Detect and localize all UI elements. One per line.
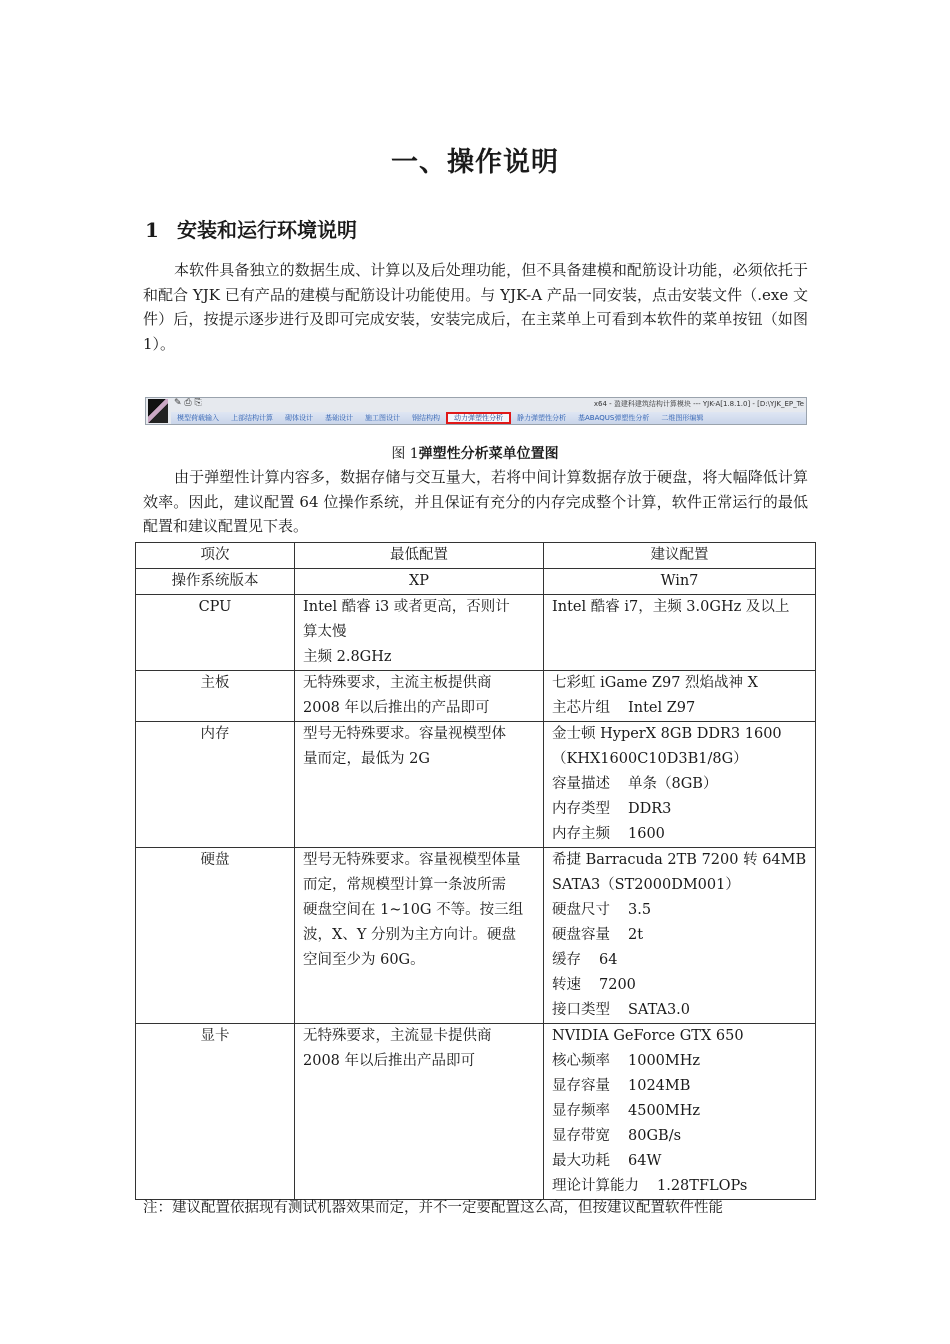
section-number: 1 xyxy=(145,218,159,242)
table-note: 注：建议配置依据现有测试机器效果而定，并不一定要配置这么高，但按建议配置软件性能 xyxy=(143,1200,723,1216)
table-row-board xyxy=(136,671,816,722)
spec-label: 显存容量 xyxy=(552,1078,610,1094)
cell-line: 算太慢 xyxy=(303,624,347,640)
menu-screenshot xyxy=(145,397,807,425)
spec-label: 内存主频 xyxy=(552,826,610,842)
spec-line xyxy=(552,747,807,772)
spec-line xyxy=(552,1124,807,1149)
rec-config xyxy=(544,671,816,722)
min-config: XP xyxy=(295,569,544,595)
spec-value: 单条（8GB） xyxy=(628,776,718,792)
spec-line xyxy=(552,898,807,923)
table-header-row xyxy=(136,543,816,569)
spec-line xyxy=(552,948,807,973)
caption-prefix: 图 1 xyxy=(391,446,419,462)
spec-label: 转速 xyxy=(552,977,581,993)
spec-value: 1.28TFLOPs xyxy=(657,1178,748,1194)
min-config xyxy=(295,1024,544,1200)
header-item: 项次 xyxy=(136,543,295,569)
caption-text: 弹塑性分析菜单位置图 xyxy=(418,446,559,462)
config-paragraph: 由于弹塑性计算内容多，数据存储与交互量大，若将中间计算数据存放于硬盘，将大幅降低计算效率。因此，建议配置 64 位操作系统，并且保证有充分的内存完成整个计算，软件正常运行的最低配置和建议配置见下表。 xyxy=(143,468,808,535)
spec-label: 硬盘容量 xyxy=(552,927,610,943)
cell-line: 2008 年以后推出的产品即可 xyxy=(303,700,490,716)
rec-config xyxy=(544,595,816,671)
spec-line xyxy=(552,1049,807,1074)
menu-item[interactable]: 施工图设计 xyxy=(365,414,400,422)
min-config xyxy=(295,671,544,722)
spec-value: 2t xyxy=(628,927,644,943)
rec-config xyxy=(544,1024,816,1200)
rec-config xyxy=(544,848,816,1024)
row-label: 显卡 xyxy=(136,1024,295,1200)
header-min: 最低配置 xyxy=(295,543,544,569)
spec-value: 64 xyxy=(599,952,618,968)
cell-line: 空间至少为 60G。 xyxy=(303,952,425,968)
section-heading xyxy=(145,214,357,243)
spec-line xyxy=(552,822,807,847)
table-row-os xyxy=(136,569,816,595)
spec-label: （KHX1600C10D3B1/8G） xyxy=(552,751,748,767)
cell-line: 型号无特殊要求。容量视模型体量 xyxy=(303,852,521,868)
menu-item[interactable]: 基础设计 xyxy=(325,414,353,422)
spec-value: 80GB/s xyxy=(628,1128,682,1144)
app-logo-icon xyxy=(148,399,168,423)
spec-line xyxy=(552,1149,807,1174)
row-label: CPU xyxy=(136,595,295,671)
spec-line xyxy=(552,1074,807,1099)
header-rec: 建议配置 xyxy=(544,543,816,569)
cell-line: 无特殊要求，主流显卡提供商 xyxy=(303,1028,492,1044)
row-label: 硬盘 xyxy=(136,848,295,1024)
spec-label: NVIDIA GeForce GTX 650 xyxy=(552,1028,744,1044)
section-title: 安装和运行环境说明 xyxy=(177,218,357,242)
spec-value: 7200 xyxy=(599,977,636,993)
spec-label: 接口类型 xyxy=(552,1002,610,1018)
spec-line xyxy=(552,848,807,873)
min-config xyxy=(295,722,544,848)
menu-bar xyxy=(171,412,806,424)
window-title: x64 - 盈建科建筑结构计算模块 --- YJK-A[1.8.1.0] - [D:\YJK_EP_Te xyxy=(593,400,804,408)
cell-line: 无特殊要求，主流主板提供商 xyxy=(303,675,492,691)
spec-label: 主芯片组 xyxy=(552,700,610,716)
page-title: 一、操作说明 xyxy=(391,147,559,178)
row-label: 主板 xyxy=(136,671,295,722)
cell-line: 2008 年以后推出产品即可 xyxy=(303,1053,476,1069)
spec-value: 1024MB xyxy=(628,1078,691,1094)
rec-config xyxy=(544,722,816,848)
row-label: 内存 xyxy=(136,722,295,848)
spec-value: 64W xyxy=(628,1153,662,1169)
min-config xyxy=(295,595,544,671)
spec-line xyxy=(552,998,807,1023)
menu-item[interactable]: 静力弹塑性分析 xyxy=(517,414,566,422)
spec-value: 4500MHz xyxy=(628,1103,701,1119)
table-row-memory xyxy=(136,722,816,848)
spec-label: 显存带宽 xyxy=(552,1128,610,1144)
quick-access-icons: ✎ ⎙ ⎘ xyxy=(174,398,202,408)
spec-label: 显存频率 xyxy=(552,1103,610,1119)
spec-line xyxy=(552,873,807,898)
menu-item[interactable]: 钢结构构 xyxy=(412,414,440,422)
menu-item[interactable]: 基ABAQUS弹塑性分析 xyxy=(578,414,650,422)
figure-caption xyxy=(0,443,950,463)
spec-label: SATA3（ST2000DM001） xyxy=(552,877,740,893)
spec-label: 内存类型 xyxy=(552,801,610,817)
config-table xyxy=(135,542,816,1200)
cell-line: 硬盘空间在 1~10G 不等。按三组 xyxy=(303,902,524,918)
spec-line xyxy=(552,722,807,747)
spec-line xyxy=(552,973,807,998)
cell-line: 波，X、Y 分别为主方向计。硬盘 xyxy=(303,927,517,943)
menu-item[interactable]: 动力弹塑性分析 xyxy=(446,412,511,424)
spec-line xyxy=(552,671,807,696)
cell-line: 主频 2.8GHz xyxy=(303,649,392,665)
cell-line: 量而定，最低为 2G xyxy=(303,751,430,767)
rec-config: Win7 xyxy=(544,569,816,595)
spec-label: 希捷 Barracuda 2TB 7200 转 64MB xyxy=(552,852,807,868)
table-row-disk xyxy=(136,848,816,1024)
menu-item[interactable]: 二维图形编辑 xyxy=(661,414,704,422)
spec-line xyxy=(552,1099,807,1124)
spec-label: 七彩虹 iGame Z97 烈焰战神 X xyxy=(552,675,758,691)
spec-label: 容量描述 xyxy=(552,776,610,792)
menu-item[interactable]: 砌体设计 xyxy=(285,414,313,422)
spec-label: 核心频率 xyxy=(552,1053,610,1069)
spec-value: 3.5 xyxy=(628,902,652,918)
menu-item[interactable]: 模型荷载输入 xyxy=(177,414,219,422)
cell-line: 而定，常规模型计算一条波所需 xyxy=(303,877,506,893)
spec-line xyxy=(552,772,807,797)
spec-label: 金士顿 HyperX 8GB DDR3 1600 xyxy=(552,726,782,742)
spec-line xyxy=(552,1024,807,1049)
table-row-cpu xyxy=(136,595,816,671)
cell-line: 型号无特殊要求。容量视模型体 xyxy=(303,726,506,742)
cell-line: Intel 酷睿 i3 或者更高，否则计 xyxy=(303,599,510,615)
spec-line xyxy=(552,797,807,822)
spec-value: Intel Z97 xyxy=(628,700,696,716)
spec-label: 理论计算能力 xyxy=(552,1178,639,1194)
spec-value: DDR3 xyxy=(628,801,672,817)
intro-paragraph: 本软件具备独立的数据生成、计算以及后处理功能，但不具备建模和配筋设计功能，必须依托于和配合 YJK 已有产品的建模与配筋设计功能使用。与 YJK-A 产品一同安装，点击安装文件（.exe 文件）后，按提示逐步进行及即可完成安装，安装完成后，在主菜单上可看到本软件的菜单按钮（如图 1）。 xyxy=(143,261,808,353)
table-row-gpu xyxy=(136,1024,816,1200)
spec-label: 最大功耗 xyxy=(552,1153,610,1169)
spec-label: 缓存 xyxy=(552,952,581,968)
spec-line xyxy=(552,696,807,721)
spec-value: SATA3.0 xyxy=(628,1002,691,1018)
row-label: 操作系统版本 xyxy=(136,569,295,595)
cell-line: Intel 酷睿 i7，主频 3.0GHz 及以上 xyxy=(552,599,790,615)
spec-value: 1600 xyxy=(628,826,665,842)
spec-value: 1000MHz xyxy=(628,1053,701,1069)
min-config xyxy=(295,848,544,1024)
menu-item[interactable]: 上部结构计算 xyxy=(231,414,273,422)
spec-line xyxy=(552,923,807,948)
spec-label: 硬盘尺寸 xyxy=(552,902,610,918)
